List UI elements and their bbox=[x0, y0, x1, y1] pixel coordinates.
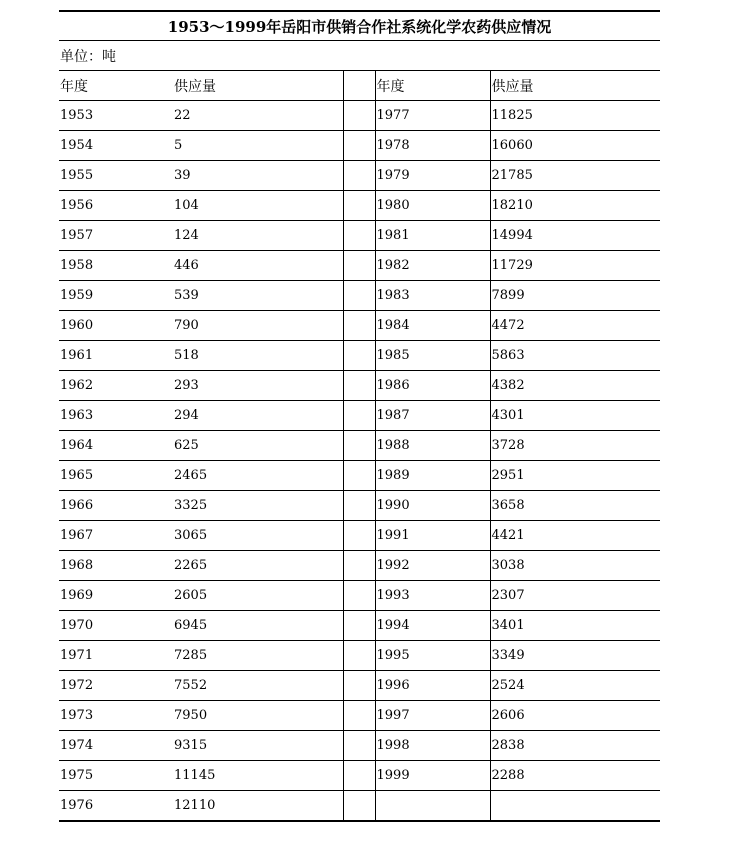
table-row bbox=[59, 761, 660, 791]
supply-right-cell: 18210 bbox=[490, 191, 660, 221]
spacer-cell bbox=[343, 671, 375, 701]
year-right-cell: 1992 bbox=[375, 551, 490, 581]
table-row bbox=[59, 341, 660, 371]
year-left-cell: 1967 bbox=[59, 521, 173, 551]
spacer-cell bbox=[343, 71, 375, 101]
year-left-cell: 1954 bbox=[59, 131, 173, 161]
year-right-cell: 1997 bbox=[375, 701, 490, 731]
table-row bbox=[59, 311, 660, 341]
year-left-cell: 1955 bbox=[59, 161, 173, 191]
table-row bbox=[59, 461, 660, 491]
header-year-right: 年度 bbox=[375, 71, 490, 101]
year-right-cell: 1994 bbox=[375, 611, 490, 641]
supply-left-cell: 3065 bbox=[173, 521, 343, 551]
spacer-cell bbox=[343, 221, 375, 251]
header-supply-left: 供应量 bbox=[173, 71, 343, 101]
supply-left-cell: 2605 bbox=[173, 581, 343, 611]
year-left-cell: 1972 bbox=[59, 671, 173, 701]
year-right-cell: 1999 bbox=[375, 761, 490, 791]
supply-right-cell: 16060 bbox=[490, 131, 660, 161]
supply-left-cell: 3325 bbox=[173, 491, 343, 521]
year-right-cell: 1991 bbox=[375, 521, 490, 551]
year-left-cell: 1969 bbox=[59, 581, 173, 611]
year-left-cell: 1958 bbox=[59, 251, 173, 281]
table-row bbox=[59, 221, 660, 251]
header-row bbox=[59, 71, 660, 101]
supply-left-cell: 6945 bbox=[173, 611, 343, 641]
spacer-cell bbox=[343, 791, 375, 822]
spacer-cell bbox=[343, 341, 375, 371]
year-left-cell: 1968 bbox=[59, 551, 173, 581]
spacer-cell bbox=[343, 641, 375, 671]
table-row bbox=[59, 731, 660, 761]
year-left-cell: 1975 bbox=[59, 761, 173, 791]
supply-right-cell: 3658 bbox=[490, 491, 660, 521]
year-left-cell: 1956 bbox=[59, 191, 173, 221]
table-row bbox=[59, 641, 660, 671]
supply-left-cell: 790 bbox=[173, 311, 343, 341]
year-right-cell: 1995 bbox=[375, 641, 490, 671]
table-row bbox=[59, 491, 660, 521]
table-row bbox=[59, 581, 660, 611]
year-right-cell: 1989 bbox=[375, 461, 490, 491]
supply-right-cell bbox=[490, 791, 660, 822]
supply-left-cell: 5 bbox=[173, 131, 343, 161]
supply-right-cell: 14994 bbox=[490, 221, 660, 251]
supply-left-cell: 7552 bbox=[173, 671, 343, 701]
spacer-cell bbox=[343, 101, 375, 131]
supply-left-cell: 104 bbox=[173, 191, 343, 221]
supply-right-cell: 11729 bbox=[490, 251, 660, 281]
table-row bbox=[59, 371, 660, 401]
year-left-cell: 1976 bbox=[59, 791, 173, 822]
year-left-cell: 1974 bbox=[59, 731, 173, 761]
table-row bbox=[59, 551, 660, 581]
year-left-cell: 1961 bbox=[59, 341, 173, 371]
supply-right-cell: 3349 bbox=[490, 641, 660, 671]
supply-right-cell: 2606 bbox=[490, 701, 660, 731]
supply-left-cell: 2465 bbox=[173, 461, 343, 491]
year-right-cell: 1993 bbox=[375, 581, 490, 611]
supply-left-cell: 11145 bbox=[173, 761, 343, 791]
table-title: 1953～1999年岳阳市供销合作社系统化学农药供应情况 bbox=[59, 11, 660, 41]
supply-left-cell: 294 bbox=[173, 401, 343, 431]
supply-left-cell: 124 bbox=[173, 221, 343, 251]
supply-left-cell: 539 bbox=[173, 281, 343, 311]
year-left-cell: 1971 bbox=[59, 641, 173, 671]
supply-left-cell: 625 bbox=[173, 431, 343, 461]
unit-row bbox=[59, 41, 660, 71]
year-right-cell: 1984 bbox=[375, 311, 490, 341]
year-left-cell: 1965 bbox=[59, 461, 173, 491]
table-row bbox=[59, 161, 660, 191]
year-right-cell: 1981 bbox=[375, 221, 490, 251]
year-right-cell: 1983 bbox=[375, 281, 490, 311]
supply-left-cell: 293 bbox=[173, 371, 343, 401]
supply-right-cell: 3401 bbox=[490, 611, 660, 641]
supply-right-cell: 4382 bbox=[490, 371, 660, 401]
table-row bbox=[59, 251, 660, 281]
spacer-cell bbox=[343, 611, 375, 641]
year-left-cell: 1970 bbox=[59, 611, 173, 641]
supply-left-cell: 22 bbox=[173, 101, 343, 131]
table-row bbox=[59, 431, 660, 461]
table-row bbox=[59, 791, 660, 822]
year-right-cell bbox=[375, 791, 490, 822]
year-right-cell: 1988 bbox=[375, 431, 490, 461]
supply-left-cell: 9315 bbox=[173, 731, 343, 761]
spacer-cell bbox=[343, 731, 375, 761]
year-right-cell: 1996 bbox=[375, 671, 490, 701]
year-left-cell: 1973 bbox=[59, 701, 173, 731]
supply-left-cell: 7285 bbox=[173, 641, 343, 671]
spacer-cell bbox=[343, 251, 375, 281]
supply-right-cell: 4472 bbox=[490, 311, 660, 341]
supply-left-cell: 7950 bbox=[173, 701, 343, 731]
supply-right-cell: 2288 bbox=[490, 761, 660, 791]
spacer-cell bbox=[343, 401, 375, 431]
supply-right-cell: 2524 bbox=[490, 671, 660, 701]
spacer-cell bbox=[343, 161, 375, 191]
supply-right-cell: 11825 bbox=[490, 101, 660, 131]
spacer-cell bbox=[343, 701, 375, 731]
supply-right-cell: 4421 bbox=[490, 521, 660, 551]
header-supply-right: 供应量 bbox=[490, 71, 660, 101]
supply-right-cell: 21785 bbox=[490, 161, 660, 191]
spacer-cell bbox=[343, 371, 375, 401]
table-row bbox=[59, 521, 660, 551]
year-left-cell: 1963 bbox=[59, 401, 173, 431]
supply-right-cell: 2838 bbox=[490, 731, 660, 761]
spacer-cell bbox=[343, 581, 375, 611]
spacer-cell bbox=[343, 131, 375, 161]
table-row bbox=[59, 281, 660, 311]
title-row bbox=[59, 11, 660, 41]
year-right-cell: 1998 bbox=[375, 731, 490, 761]
supply-right-cell: 3038 bbox=[490, 551, 660, 581]
supply-right-cell: 3728 bbox=[490, 431, 660, 461]
spacer-cell bbox=[343, 461, 375, 491]
year-left-cell: 1962 bbox=[59, 371, 173, 401]
supply-right-cell: 2951 bbox=[490, 461, 660, 491]
supply-table bbox=[59, 10, 660, 822]
year-right-cell: 1990 bbox=[375, 491, 490, 521]
spacer-cell bbox=[343, 191, 375, 221]
table-row bbox=[59, 101, 660, 131]
year-right-cell: 1987 bbox=[375, 401, 490, 431]
year-left-cell: 1960 bbox=[59, 311, 173, 341]
supply-left-cell: 12110 bbox=[173, 791, 343, 822]
table-row bbox=[59, 191, 660, 221]
year-right-cell: 1982 bbox=[375, 251, 490, 281]
spacer-cell bbox=[343, 281, 375, 311]
document bbox=[59, 10, 660, 822]
table-row bbox=[59, 401, 660, 431]
year-right-cell: 1978 bbox=[375, 131, 490, 161]
table-row bbox=[59, 131, 660, 161]
spacer-cell bbox=[343, 491, 375, 521]
table-body bbox=[59, 11, 660, 821]
unit-label: 单位：吨 bbox=[59, 41, 660, 71]
year-right-cell: 1977 bbox=[375, 101, 490, 131]
table-row bbox=[59, 611, 660, 641]
table-row bbox=[59, 701, 660, 731]
supply-right-cell: 2307 bbox=[490, 581, 660, 611]
year-left-cell: 1964 bbox=[59, 431, 173, 461]
year-right-cell: 1985 bbox=[375, 341, 490, 371]
year-left-cell: 1966 bbox=[59, 491, 173, 521]
supply-left-cell: 39 bbox=[173, 161, 343, 191]
year-left-cell: 1953 bbox=[59, 101, 173, 131]
year-right-cell: 1986 bbox=[375, 371, 490, 401]
table-row bbox=[59, 671, 660, 701]
year-left-cell: 1957 bbox=[59, 221, 173, 251]
spacer-cell bbox=[343, 521, 375, 551]
supply-left-cell: 518 bbox=[173, 341, 343, 371]
supply-right-cell: 4301 bbox=[490, 401, 660, 431]
header-year-left: 年度 bbox=[59, 71, 173, 101]
year-right-cell: 1979 bbox=[375, 161, 490, 191]
spacer-cell bbox=[343, 551, 375, 581]
spacer-cell bbox=[343, 431, 375, 461]
spacer-cell bbox=[343, 761, 375, 791]
year-right-cell: 1980 bbox=[375, 191, 490, 221]
year-left-cell: 1959 bbox=[59, 281, 173, 311]
supply-left-cell: 2265 bbox=[173, 551, 343, 581]
supply-right-cell: 7899 bbox=[490, 281, 660, 311]
supply-left-cell: 446 bbox=[173, 251, 343, 281]
spacer-cell bbox=[343, 311, 375, 341]
supply-right-cell: 5863 bbox=[490, 341, 660, 371]
